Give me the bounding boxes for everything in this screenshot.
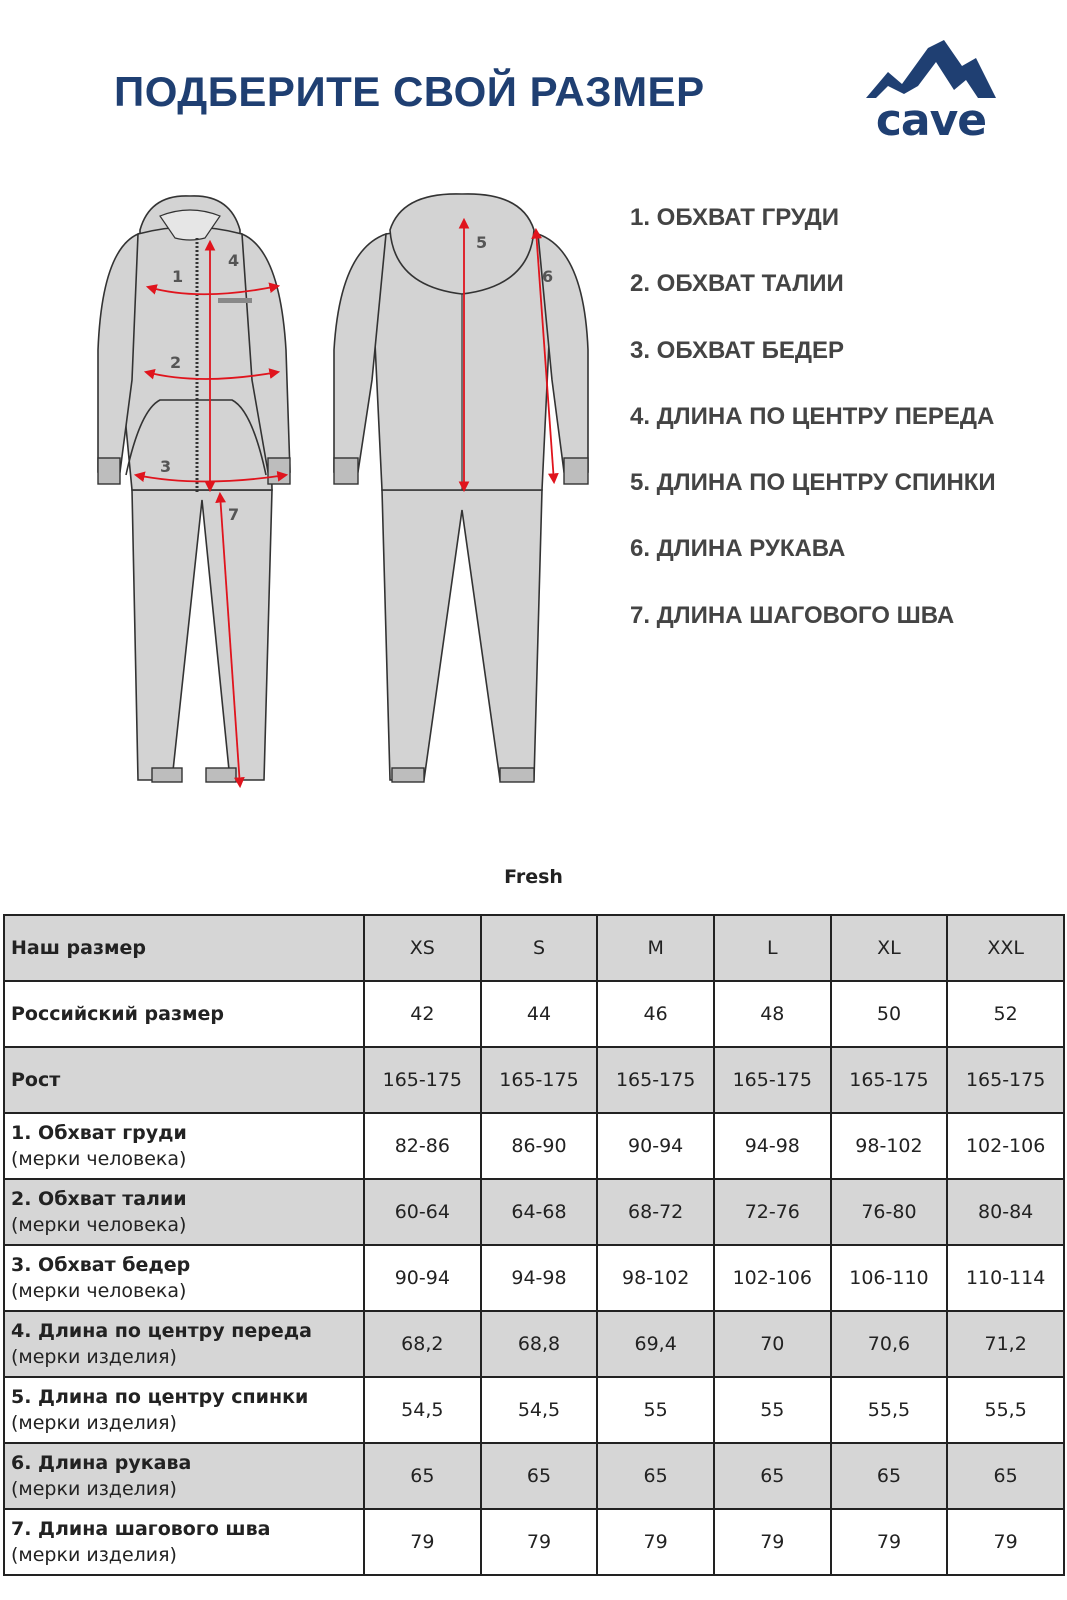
row-label: 1. Обхват груди [11, 1122, 187, 1144]
size-cell: 165-175 [714, 1047, 831, 1113]
size-cell: 79 [947, 1509, 1064, 1575]
size-cell: 94-98 [481, 1245, 598, 1311]
size-cell: 50 [831, 981, 948, 1047]
size-cell: 102-106 [714, 1245, 831, 1311]
size-cell: 70,6 [831, 1311, 948, 1377]
size-cell: 60-64 [364, 1179, 481, 1245]
size-cell: 69,4 [597, 1311, 714, 1377]
table-row [4, 1509, 1064, 1575]
size-cell: 72-76 [714, 1179, 831, 1245]
size-cell: 110-114 [947, 1245, 1064, 1311]
front-view [98, 196, 290, 782]
marker-3: 3 [160, 457, 172, 476]
size-cell: 79 [714, 1509, 831, 1575]
size-cell: 52 [947, 981, 1064, 1047]
size-cell: 71,2 [947, 1311, 1064, 1377]
size-cell: 55,5 [947, 1377, 1064, 1443]
size-cell: 65 [597, 1443, 714, 1509]
logo-text: cave [875, 95, 987, 146]
row-label: 4. Длина по центру переда [11, 1320, 312, 1342]
size-cell: 79 [364, 1509, 481, 1575]
row-label-cell [4, 981, 364, 1047]
size-cell: 42 [364, 981, 481, 1047]
row-label-cell [4, 1311, 364, 1377]
page-title: ПОДБЕРИТЕ СВОЙ РАЗМЕР [114, 68, 705, 115]
row-label-cell [4, 1113, 364, 1179]
marker-1: 1 [172, 267, 184, 286]
size-cell: 80-84 [947, 1179, 1064, 1245]
row-sublabel: (мерки человека) [11, 1148, 187, 1170]
size-cell: XS [364, 915, 481, 981]
size-cell: 68-72 [597, 1179, 714, 1245]
row-label: Наш размер [11, 937, 146, 959]
size-cell: M [597, 915, 714, 981]
size-cell: 54,5 [481, 1377, 598, 1443]
size-cell: 79 [481, 1509, 598, 1575]
row-sublabel: (мерки человека) [11, 1214, 187, 1236]
row-label: 5. Длина по центру спинки [11, 1386, 309, 1408]
table-row [4, 915, 1064, 981]
size-cell: 54,5 [364, 1377, 481, 1443]
size-cell: 64-68 [481, 1179, 598, 1245]
row-sublabel: (мерки изделия) [11, 1544, 177, 1566]
size-cell: S [481, 915, 598, 981]
size-cell: 65 [481, 1443, 598, 1509]
table-row [4, 1245, 1064, 1311]
table-row [4, 1047, 1064, 1113]
legend-item: 1. ОБХВАТ ГРУДИ [630, 204, 839, 231]
row-label-cell [4, 1047, 364, 1113]
marker-2: 2 [170, 353, 182, 372]
row-label-cell [4, 915, 364, 981]
size-cell: 90-94 [364, 1245, 481, 1311]
size-cell: XXL [947, 915, 1064, 981]
legend-item: 7. ДЛИНА ШАГОВОГО ШВА [630, 601, 955, 629]
size-cell: 82-86 [364, 1113, 481, 1179]
row-label-cell [4, 1443, 364, 1509]
size-cell: 68,8 [481, 1311, 598, 1377]
size-cell: 86-90 [481, 1113, 598, 1179]
size-cell: 46 [597, 981, 714, 1047]
table-row [4, 1179, 1064, 1245]
marker-4: 4 [228, 251, 240, 270]
size-cell: 65 [364, 1443, 481, 1509]
marker-6: 6 [542, 267, 554, 286]
legend-item: 4. ДЛИНА ПО ЦЕНТРУ ПЕРЕДА [630, 402, 995, 430]
row-label-cell [4, 1245, 364, 1311]
row-label: 3. Обхват бедер [11, 1254, 191, 1276]
marker-5: 5 [476, 233, 488, 252]
table-row [4, 1113, 1064, 1179]
size-cell: 65 [714, 1443, 831, 1509]
size-cell: 165-175 [364, 1047, 481, 1113]
table-row [4, 1443, 1064, 1509]
size-cell: 90-94 [597, 1113, 714, 1179]
size-cell: 79 [597, 1509, 714, 1575]
size-cell: 106-110 [831, 1245, 948, 1311]
size-cell: 65 [831, 1443, 948, 1509]
size-cell: 68,2 [364, 1311, 481, 1377]
size-cell: 44 [481, 981, 598, 1047]
size-cell: 55 [597, 1377, 714, 1443]
marker-7: 7 [228, 505, 240, 524]
row-label: 6. Длина рукава [11, 1452, 192, 1474]
size-cell: 48 [714, 981, 831, 1047]
row-sublabel: (мерки изделия) [11, 1478, 177, 1500]
size-cell: 98-102 [831, 1113, 948, 1179]
size-table [3, 914, 1065, 1576]
brand-logo [866, 36, 996, 146]
size-cell: 70 [714, 1311, 831, 1377]
row-sublabel: (мерки изделия) [11, 1412, 177, 1434]
table-row [4, 1377, 1064, 1443]
size-cell: 55 [714, 1377, 831, 1443]
size-cell: 102-106 [947, 1113, 1064, 1179]
legend-item: 6. ДЛИНА РУКАВА [630, 535, 846, 563]
size-cell: 79 [831, 1509, 948, 1575]
size-cell: 165-175 [597, 1047, 714, 1113]
size-cell: L [714, 915, 831, 981]
row-label: 2. Обхват талии [11, 1188, 187, 1210]
size-cell: 165-175 [831, 1047, 948, 1113]
row-sublabel: (мерки человека) [11, 1280, 187, 1302]
size-cell: 165-175 [481, 1047, 598, 1113]
table-row [4, 981, 1064, 1047]
size-cell: 165-175 [947, 1047, 1064, 1113]
size-cell: 65 [947, 1443, 1064, 1509]
size-cell: XL [831, 915, 948, 981]
row-label: 7. Длина шагового шва [11, 1518, 271, 1540]
size-cell: 76-80 [831, 1179, 948, 1245]
size-cell: 98-102 [597, 1245, 714, 1311]
row-label-cell [4, 1509, 364, 1575]
legend-item: 2. ОБХВАТ ТАЛИИ [630, 270, 844, 298]
size-cell: 94-98 [714, 1113, 831, 1179]
size-cell: 55,5 [831, 1377, 948, 1443]
table-caption: Fresh [504, 866, 563, 888]
legend-item: 3. ОБХВАТ БЕДЕР [630, 336, 844, 364]
row-label-cell [4, 1179, 364, 1245]
measurement-legend [630, 203, 996, 667]
row-label: Рост [11, 1069, 61, 1091]
row-label: Российский размер [11, 1003, 225, 1025]
row-sublabel: (мерки изделия) [11, 1346, 177, 1368]
table-row [4, 1311, 1064, 1377]
row-label-cell [4, 1377, 364, 1443]
jumpsuit-illustration [90, 190, 590, 810]
legend-item: 5. ДЛИНА ПО ЦЕНТРУ СПИНКИ [630, 469, 996, 497]
